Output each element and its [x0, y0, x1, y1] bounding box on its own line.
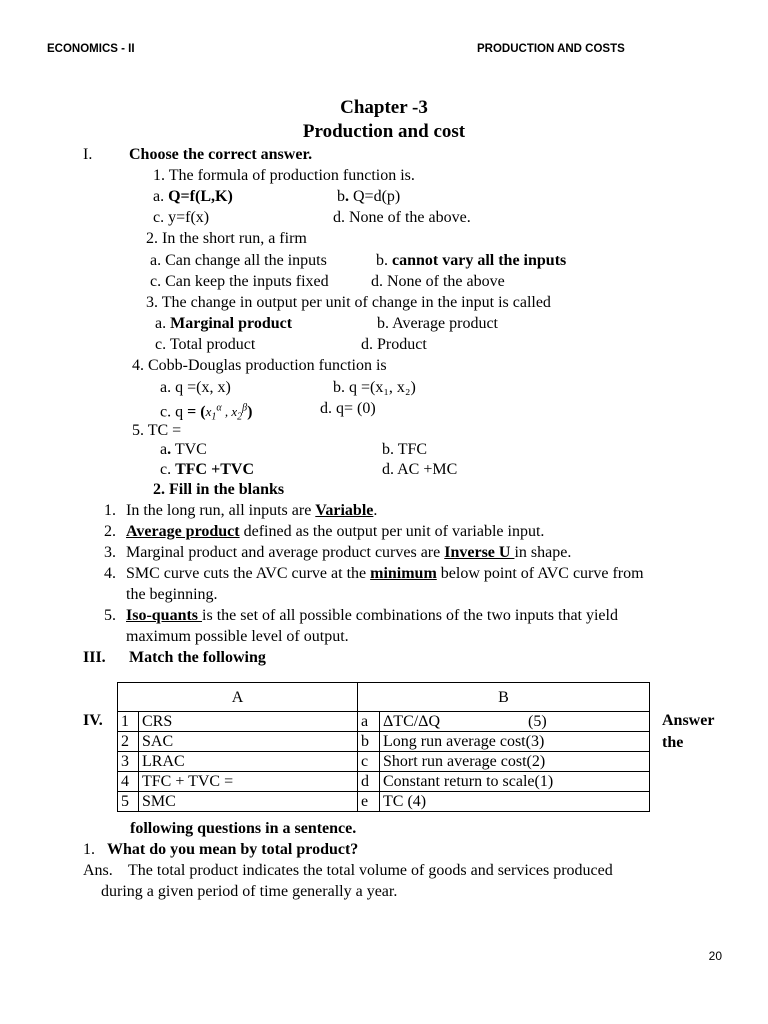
q4-c-formula: $x_1^\alpha$ , $x_2^\beta$ — [205, 403, 248, 423]
row-num: 5 — [118, 792, 139, 812]
section-1-num: I. — [83, 146, 93, 163]
blank-3-pre: Marginal product and average product curves are — [126, 544, 445, 561]
section-4-heading-2: the — [662, 734, 684, 751]
row-a: SMC — [139, 792, 358, 812]
q5-c-text: TFC +TVC — [175, 461, 255, 478]
blank-3-post: in shape. — [514, 544, 572, 561]
blank-3-num: 3. — [104, 544, 116, 561]
q5-a-text: TVC — [171, 441, 207, 458]
row-b: Constant return to scale(1) — [380, 772, 650, 792]
row-a: TFC + TVC = — [139, 772, 358, 792]
q1-option-c: c. y=f(x) — [153, 209, 210, 226]
q2-option-d: d. None of the above — [371, 273, 505, 290]
q5-a-dot: . — [167, 441, 172, 458]
blank-1-post: . — [373, 502, 378, 519]
blank-5-cont: maximum possible level of output. — [126, 628, 349, 645]
q2-text: 2. In the short run, a firm — [146, 230, 307, 247]
blank-5-num: 5. — [104, 607, 116, 624]
q4-1-text: What do you mean by total product? — [107, 841, 359, 858]
blank-4 — [126, 564, 644, 584]
row-a: SAC — [139, 732, 358, 752]
q5-option-d: d. AC +MC — [382, 461, 458, 478]
row-letter: c — [358, 752, 380, 772]
q1-b-dot: . — [345, 188, 349, 205]
row-num: 2 — [118, 732, 139, 752]
q3-option-c: c. Total product — [155, 336, 256, 353]
q5-option-b: b. TFC — [382, 441, 428, 458]
row-letter: a — [358, 712, 380, 732]
q2-option-b — [376, 251, 566, 271]
blank-3 — [126, 543, 571, 563]
blank-1 — [126, 501, 377, 521]
row-b: ΔTC/ΔQ (5) — [380, 712, 650, 732]
q1-option-b — [337, 187, 400, 207]
section-3-heading: Match the following — [129, 649, 266, 666]
q5-text: 5. TC = — [132, 422, 182, 439]
q2-option-a: a. Can change all the inputs — [150, 252, 327, 269]
q1-a-text: Q=f(L,K) — [168, 188, 233, 205]
q1-option-a — [153, 187, 233, 207]
blank-1-num: 1. — [104, 502, 116, 519]
table-row — [118, 752, 650, 772]
row-b: Long run average cost(3) — [380, 732, 650, 752]
q5-option-a — [160, 440, 207, 460]
q4-option-b: b. q =(x₁, x₂) — [333, 379, 416, 396]
row-a: LRAC — [139, 752, 358, 772]
blank-4-num: 4. — [104, 565, 116, 582]
table-header-a: A — [118, 683, 358, 712]
row-letter: e — [358, 792, 380, 812]
q4-c-prefix: c. q — [160, 403, 188, 421]
row-num: 3 — [118, 752, 139, 772]
row-num: 1 — [118, 712, 139, 732]
row-b: TC (4) — [380, 792, 650, 812]
row-b: Short run average cost(2) — [380, 752, 650, 772]
q1-option-d: d. None of the above. — [333, 209, 471, 226]
row-letter: d — [358, 772, 380, 792]
blank-4-post: below point of AVC curve from — [436, 565, 644, 582]
section-3-num: III. — [83, 649, 106, 666]
q1-a-prefix: a. — [153, 188, 169, 205]
q3-option-d: d. Product — [361, 336, 427, 353]
match-table — [117, 682, 650, 812]
blank-4-pre: SMC curve cuts the AVC curve at the — [126, 565, 371, 582]
blank-1-pre: In the long run, all inputs are — [126, 502, 316, 519]
q4-option-a: a. q =(x, x) — [160, 379, 231, 396]
table-header-b: B — [358, 683, 650, 712]
table-row — [118, 712, 650, 732]
table-row — [118, 772, 650, 792]
blank-3-answer: Inverse U — [444, 544, 515, 561]
answer-label: Ans. — [83, 862, 113, 879]
q3-a-text: Marginal product — [170, 315, 293, 332]
row-letter: b — [358, 732, 380, 752]
q5-c-prefix: c. — [160, 461, 176, 478]
blank-4-answer: minimum — [370, 565, 437, 582]
blank-5-answer: Iso-quants — [126, 607, 203, 624]
row-num: 4 — [118, 772, 139, 792]
blank-2-num: 2. — [104, 523, 116, 540]
q2-b-text: cannot vary all the inputs — [392, 252, 567, 269]
header-left: ECONOMICS - II — [47, 43, 135, 55]
table-header-row — [118, 683, 650, 712]
q2-b-prefix: b. — [376, 252, 392, 269]
answer-line-1: The total product indicates the total volume of goods and services produced — [128, 862, 613, 879]
q3-text: 3. The change in output per unit of change in the input is called — [146, 294, 551, 311]
section-4-heading-1: Answer — [662, 712, 715, 729]
table-row — [118, 732, 650, 752]
blank-2-answer: Average product — [126, 523, 240, 540]
row-a: CRS — [139, 712, 358, 732]
section-2-heading: 2. Fill in the blanks — [153, 481, 285, 498]
q3-option-a — [155, 314, 292, 334]
q4-c-eq: = ( — [187, 403, 206, 421]
blank-5 — [126, 606, 618, 626]
q2-option-c: c. Can keep the inputs fixed — [150, 273, 329, 290]
q4-1-num: 1. — [83, 841, 95, 858]
blank-5-post: is the set of all possible combinations of the two inputs that yield — [202, 607, 618, 624]
q4-option-d: d. q= (0) — [320, 400, 376, 417]
answer-line-2: during a given period of time generally a year. — [101, 883, 398, 900]
q1-text: 1. The formula of production function is. — [153, 167, 415, 184]
q1-b-text: Q=d(p) — [349, 188, 401, 205]
blank-2-post: defined as the output per unit of variable input. — [239, 523, 545, 540]
chapter-name: Production and cost — [302, 121, 466, 142]
blank-2 — [126, 522, 544, 542]
q1-b-prefix: b — [337, 188, 345, 205]
blank-1-answer: Variable — [315, 502, 374, 519]
q3-a-prefix: a. — [155, 315, 171, 332]
section-4-num: IV. — [83, 712, 103, 729]
header-right: PRODUCTION AND COSTS — [477, 43, 625, 55]
q4-text: 4. Cobb-Douglas production function is — [132, 357, 387, 374]
chapter-title: Chapter -3 — [340, 97, 428, 118]
q5-option-c — [160, 460, 254, 480]
q3-option-b: b. Average product — [377, 315, 498, 332]
q4-c-close: ) — [247, 403, 253, 421]
section-1-heading: Choose the correct answer. — [129, 146, 313, 163]
section-4-heading-3: following questions in a sentence. — [130, 820, 357, 837]
q5-a-prefix: a — [160, 441, 168, 458]
blank-4-cont: the beginning. — [126, 586, 218, 603]
page-number: 20 — [708, 949, 722, 963]
table-row — [118, 792, 650, 812]
